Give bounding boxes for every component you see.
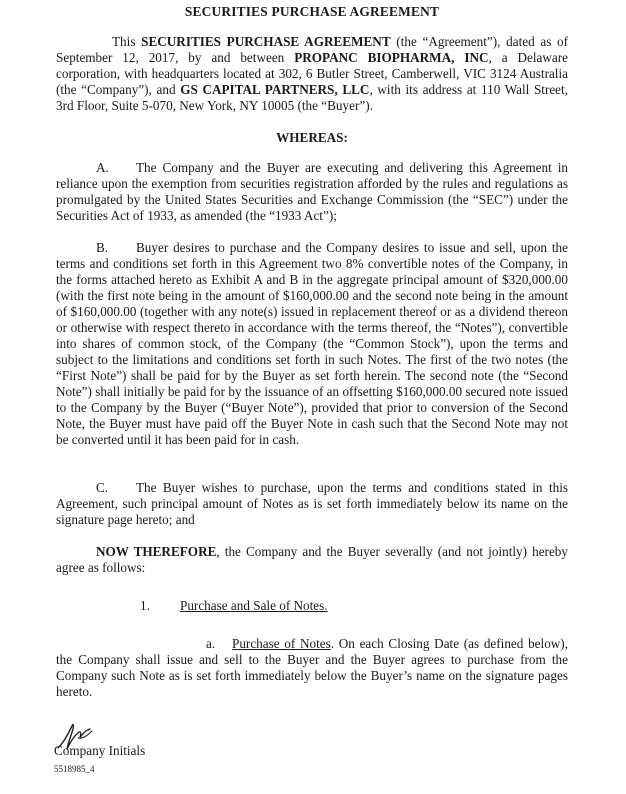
agreement-name: SECURITIES PURCHASE AGREEMENT xyxy=(141,34,391,49)
section-title: Purchase and Sale of Notes. xyxy=(180,598,328,613)
recital-label: C. xyxy=(96,480,109,495)
whereas-heading: WHEREAS: xyxy=(276,130,348,145)
recital-c xyxy=(56,480,568,528)
now-therefore-paragraph: NOW THEREFORE, the Company and the Buyer severally (and not jointly) hereby agree as follows: xyxy=(56,544,568,575)
section-1-heading xyxy=(56,598,568,614)
subsection-letter: a. xyxy=(206,636,216,651)
document-id: 5518985_4 xyxy=(54,764,95,774)
document-title: SECURITIES PURCHASE AGREEMENT xyxy=(184,4,440,19)
recital-label: A. xyxy=(96,160,109,175)
now-therefore-label: NOW THEREFORE xyxy=(96,544,217,559)
recital-text: Buyer desires to purchase and the Company desires to issue and sell, upon the terms and conditions set forth in this Agreement two 8% convertible notes of the Company, in the forms attached hereto as Exhibit A and B in the aggregate principal amount of $320,000.00 (with the first note being in the amount of $160,000.00 and the second note being in the amount of $160,000.00 (together with any note(s) issued in replacement thereof or as a dividend thereon or otherwise with respect thereto in accordance with the terms thereof, the “Notes”), convertible into shares of common stock, of the Company (the “Common Stock”), upon the terms and subject to the limitations and conditions set forth in such Notes. The first of the two notes (the “First Note”) shall be paid for by the Buyer as set forth herein. The second note (the “Second Note”) shall initially be paid for by the issuance of an offsetting $160,000.00 secured note issued to the Company by the Buyer (“Buyer Note”), provided that prior to conversion of the Second Note, the Buyer must have paid off the Buyer Note in cash such that the Second Note may not be converted until it has been paid for in cash. xyxy=(56,240,568,447)
recital-text: The Company and the Buyer are executing and delivering this Agreement in reliance upon the exemption from securities registration afforded by the rules and regulations as promulgated by the United States Securities and Exchange Commission (the “SEC”) under the Securities Act of 1933, as amended (the “1933 Act”); xyxy=(56,160,568,223)
company-name: PROPANC BIOPHARMA, INC xyxy=(294,50,489,65)
document-page xyxy=(56,4,568,700)
recital-b xyxy=(56,240,568,448)
section-number: 1. xyxy=(140,598,150,613)
subsection-text: . On each Closing Date (as defined below), the Company shall issue and sell to the Buyer and the Buyer agrees to purchase from the Company such Note as is set forth immediately below the Buyer’s name on the signature pages hereto. xyxy=(56,636,568,699)
recital-a xyxy=(56,160,568,224)
company-initials-label: Company Initials xyxy=(54,743,146,758)
subsection-a xyxy=(56,636,568,700)
intro-paragraph: This SECURITIES PURCHASE AGREEMENT (the “Agreement”), dated as of September 12, 2017, by and between PROPANC BIOPHARMA, INC, a Delaware corporation, with headquarters located at 302, 6 Butler Street, Camberwell, VIC 3124 Australia (the “Company”), and GS CAPITAL PARTNERS, LLC, with its address at 110 Wall Street, 3rd Floor, Suite 5-070, New York, NY 10005 (the “Buyer”). xyxy=(56,34,569,113)
buyer-name: GS CAPITAL PARTNERS, LLC xyxy=(180,82,370,97)
subsection-title: Purchase of Notes xyxy=(232,636,331,651)
recital-label: B. xyxy=(96,240,109,255)
recital-text: The Buyer wishes to purchase, upon the terms and conditions stated in this Agreement, such principal amount of Notes as is set forth immediately below its name on the signature page hereto; and xyxy=(56,480,568,527)
